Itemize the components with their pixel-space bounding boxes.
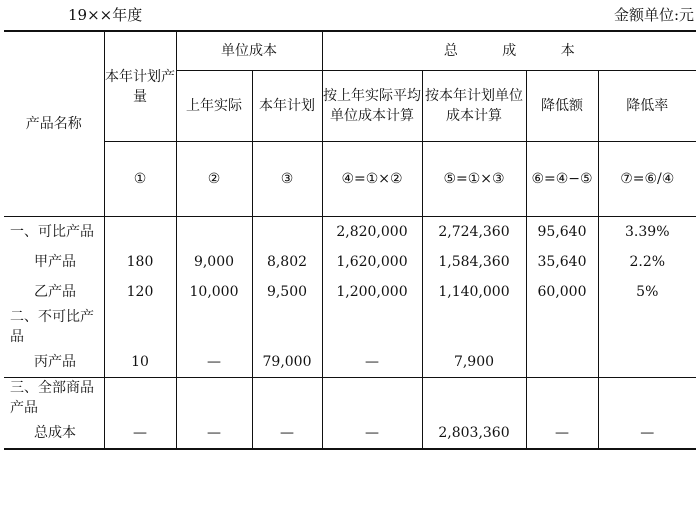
- cell-t4: —: [322, 418, 422, 449]
- cost-comparison-table: [4, 30, 696, 450]
- cell-t4: 1,200,000: [322, 277, 422, 307]
- cell-t6: [526, 347, 598, 378]
- cell-t6: —: [526, 418, 598, 449]
- cell-t6: [526, 378, 598, 419]
- row-name: 二、不可比产品: [10, 309, 94, 345]
- cell-plan: [252, 217, 322, 248]
- cell-plan: 8,802: [252, 247, 322, 277]
- row-name: 三、全部商品产品: [10, 380, 94, 416]
- col-unit-cost-plan: 本年计划: [252, 71, 322, 142]
- formula-4: ④=①×②: [322, 142, 422, 217]
- cell-last: 9,000: [176, 247, 252, 277]
- cell-last: —: [176, 347, 252, 378]
- cell-t7: 5%: [598, 277, 696, 307]
- cell-plan: [252, 378, 322, 419]
- row-name: 丙产品: [34, 354, 76, 370]
- cell-t7: [598, 307, 696, 347]
- cell-plan: [252, 307, 322, 347]
- cell-plan: 9,500: [252, 277, 322, 307]
- col-plan-qty: 本年计划产量: [104, 31, 176, 142]
- col-reduction-amount: 降低额: [526, 71, 598, 142]
- cell-qty: [104, 378, 176, 419]
- cell-t6: [526, 307, 598, 347]
- cell-last: [176, 217, 252, 248]
- cell-t4: [322, 307, 422, 347]
- cell-t5: 2,803,360: [422, 418, 526, 449]
- cell-t6: 60,000: [526, 277, 598, 307]
- cell-t7: —: [598, 418, 696, 449]
- col-unit-cost: 单位成本: [176, 31, 322, 71]
- cell-t5: 1,584,360: [422, 247, 526, 277]
- cell-t7: [598, 347, 696, 378]
- col-unit-cost-last: 上年实际: [176, 71, 252, 142]
- cell-t4: 1,620,000: [322, 247, 422, 277]
- cell-qty: 180: [104, 247, 176, 277]
- cell-t5: [422, 378, 526, 419]
- cell-t4: —: [322, 347, 422, 378]
- row-name: 一、可比产品: [10, 224, 94, 240]
- table-row: [4, 347, 696, 378]
- cell-last: —: [176, 418, 252, 449]
- cell-t5: 7,900: [422, 347, 526, 378]
- row-name: 甲产品: [34, 254, 76, 270]
- table-row: [4, 418, 696, 449]
- cell-t5: [422, 307, 526, 347]
- row-name: 乙产品: [34, 284, 76, 300]
- cell-last: [176, 378, 252, 419]
- cell-t5: 1,140,000: [422, 277, 526, 307]
- cell-t7: [598, 378, 696, 419]
- formula-2: ②: [176, 142, 252, 217]
- cell-qty: 120: [104, 277, 176, 307]
- col-product-name: 产品名称: [4, 31, 104, 217]
- formula-3: ③: [252, 142, 322, 217]
- formula-1: ①: [104, 142, 176, 217]
- cell-qty: [104, 307, 176, 347]
- cell-qty: [104, 217, 176, 248]
- cell-t6: 95,640: [526, 217, 598, 248]
- table-row: [4, 247, 696, 277]
- report-year: 19××年度: [68, 6, 143, 24]
- formula-5: ⑤=①×③: [422, 142, 526, 217]
- table-row: [4, 378, 696, 419]
- table-row: [4, 217, 696, 248]
- col-reduction-rate: 降低率: [598, 71, 696, 142]
- formula-7: ⑦=⑥/④: [598, 142, 696, 217]
- col-total-by-plan: 按本年计划单位成本计算: [422, 71, 526, 142]
- row-name: 总成本: [34, 425, 76, 441]
- cell-t4: 2,820,000: [322, 217, 422, 248]
- cell-plan: 79,000: [252, 347, 322, 378]
- cell-t4: [322, 378, 422, 419]
- currency-unit: 金额单位:元: [613, 6, 694, 24]
- cell-plan: —: [252, 418, 322, 449]
- cell-qty: 10: [104, 347, 176, 378]
- cell-last: 10,000: [176, 277, 252, 307]
- table-row: [4, 277, 696, 307]
- cell-last: [176, 307, 252, 347]
- col-total-cost: 总 成 本: [322, 31, 696, 71]
- cell-qty: —: [104, 418, 176, 449]
- table-row: [4, 307, 696, 347]
- cell-t5: 2,724,360: [422, 217, 526, 248]
- cell-t7: 2.2%: [598, 247, 696, 277]
- col-total-by-last-avg: 按上年实际平均单位成本计算: [322, 71, 422, 142]
- cell-t7: 3.39%: [598, 217, 696, 248]
- cell-t6: 35,640: [526, 247, 598, 277]
- formula-6: ⑥=④−⑤: [526, 142, 598, 217]
